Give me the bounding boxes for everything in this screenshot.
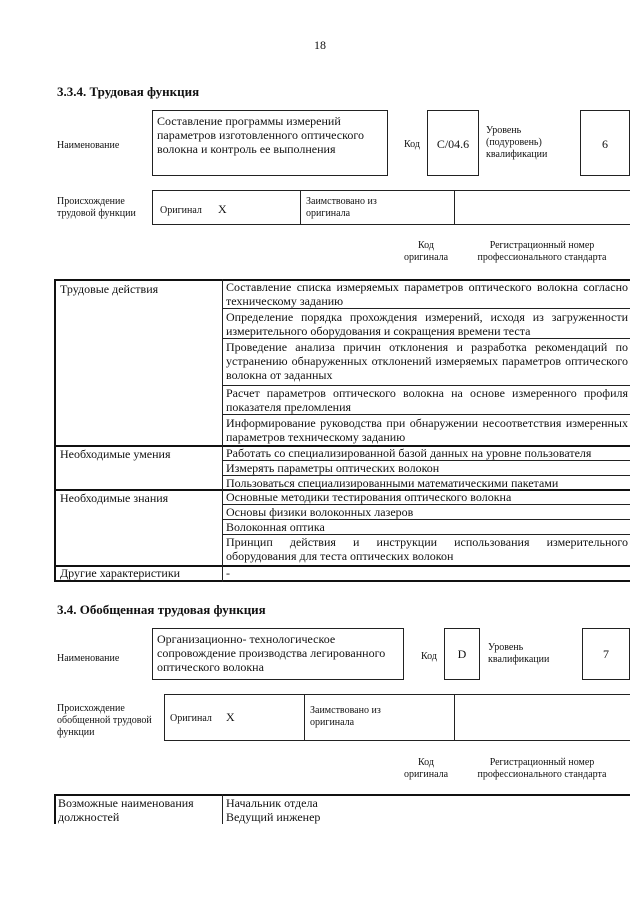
code-box bbox=[427, 110, 479, 176]
origin-label: Происхождение трудовой функции bbox=[57, 196, 136, 219]
table-cell: Пользоваться специализированными математическими пакетами bbox=[226, 476, 559, 490]
name-label: Наименование bbox=[57, 140, 120, 151]
level-value: 7 bbox=[603, 647, 609, 661]
table-cell: Работать со специализированной базой данных на уровне пользователя bbox=[226, 446, 592, 460]
section-heading: 3.4. Обобщенная трудовая функция bbox=[57, 602, 266, 617]
position-item: Ведущий инженер bbox=[226, 810, 321, 824]
borrowed-label: Заимствовано из оригинала bbox=[310, 705, 381, 728]
level-box bbox=[582, 628, 630, 680]
function-name-box bbox=[152, 628, 404, 680]
code-label: Код bbox=[421, 651, 437, 662]
reg-number-caption: Регистрационный номер профессионального стандарта bbox=[477, 240, 607, 263]
level-box bbox=[580, 110, 630, 176]
table-cell: Расчет параметров оптического волокна на основе измеренного профиля показателя преломления bbox=[226, 386, 628, 414]
function-name-value: Составление программы измерений параметров изготовленного оптического волокна и контроль ее выполнения bbox=[157, 114, 364, 156]
table-header-knowledge: Необходимые знания bbox=[60, 491, 169, 505]
table-cell: Принцип действия и инструкции использования измерительного оборудования для теста оптических волокон bbox=[226, 535, 628, 563]
table-cell: Определение порядка прохождения измерений, исходя из загруженности измерительного оборудования и сокращения времени теста bbox=[226, 310, 628, 338]
table-cell: Информирование руководства при обнаружении несоответствия измеренных параметров техническому заданию bbox=[226, 416, 628, 444]
level-value: 6 bbox=[602, 137, 608, 151]
section-heading: 3.3.4. Трудовая функция bbox=[57, 84, 200, 99]
code-value: D bbox=[457, 647, 467, 661]
name-label: Наименование bbox=[57, 653, 120, 664]
position-item: Начальник отдела bbox=[226, 796, 318, 810]
code-label: Код bbox=[404, 139, 420, 150]
level-label: Уровень (подуровень) квалификации bbox=[486, 125, 548, 160]
original-label: Оригинал bbox=[160, 205, 202, 216]
table-cell: Волоконная оптика bbox=[226, 520, 325, 534]
function-name-box bbox=[152, 110, 388, 176]
code-original-caption: Код оригинала bbox=[403, 240, 449, 263]
table-header-skills: Необходимые умения bbox=[60, 447, 171, 461]
level-label: Уровень квалификации bbox=[488, 642, 550, 665]
table-header-other: Другие характеристики bbox=[60, 566, 181, 580]
table-cell: Основы физики волоконных лазеров bbox=[226, 505, 414, 519]
code-value: C/04.6 bbox=[436, 137, 470, 151]
function-name-value: Организационно- технологическое сопровождение производства легированного оптического волокна bbox=[157, 632, 386, 674]
positions-label: Возможные наименования должностей bbox=[58, 796, 194, 824]
original-label: Оригинал bbox=[170, 713, 212, 724]
code-original-caption: Код оригинала bbox=[403, 757, 449, 780]
borrowed-label: Заимствовано из оригинала bbox=[306, 196, 377, 219]
table-header-actions: Трудовые действия bbox=[60, 282, 159, 296]
origin-label: Происхождение обобщенной трудовой функции bbox=[57, 703, 152, 738]
original-mark: X bbox=[218, 202, 227, 216]
reg-number-caption: Регистрационный номер профессионального стандарта bbox=[477, 757, 607, 780]
page-number: 18 bbox=[314, 38, 326, 52]
table-cell: - bbox=[226, 566, 230, 580]
table-cell: Измерять параметры оптических волокон bbox=[226, 461, 440, 475]
table-cell: Основные методики тестирования оптического волокна bbox=[226, 490, 512, 504]
table-cell: Составление списка измеряемых параметров оптического волокна согласно техническому заданию bbox=[226, 280, 628, 308]
code-box bbox=[444, 628, 480, 680]
original-mark: X bbox=[226, 710, 235, 724]
table-cell: Проведение анализа причин отклонения и разработка рекомендаций по устранению обнаруженных отклонений измеряемых параметров оптического волокна от заданных bbox=[226, 340, 628, 382]
